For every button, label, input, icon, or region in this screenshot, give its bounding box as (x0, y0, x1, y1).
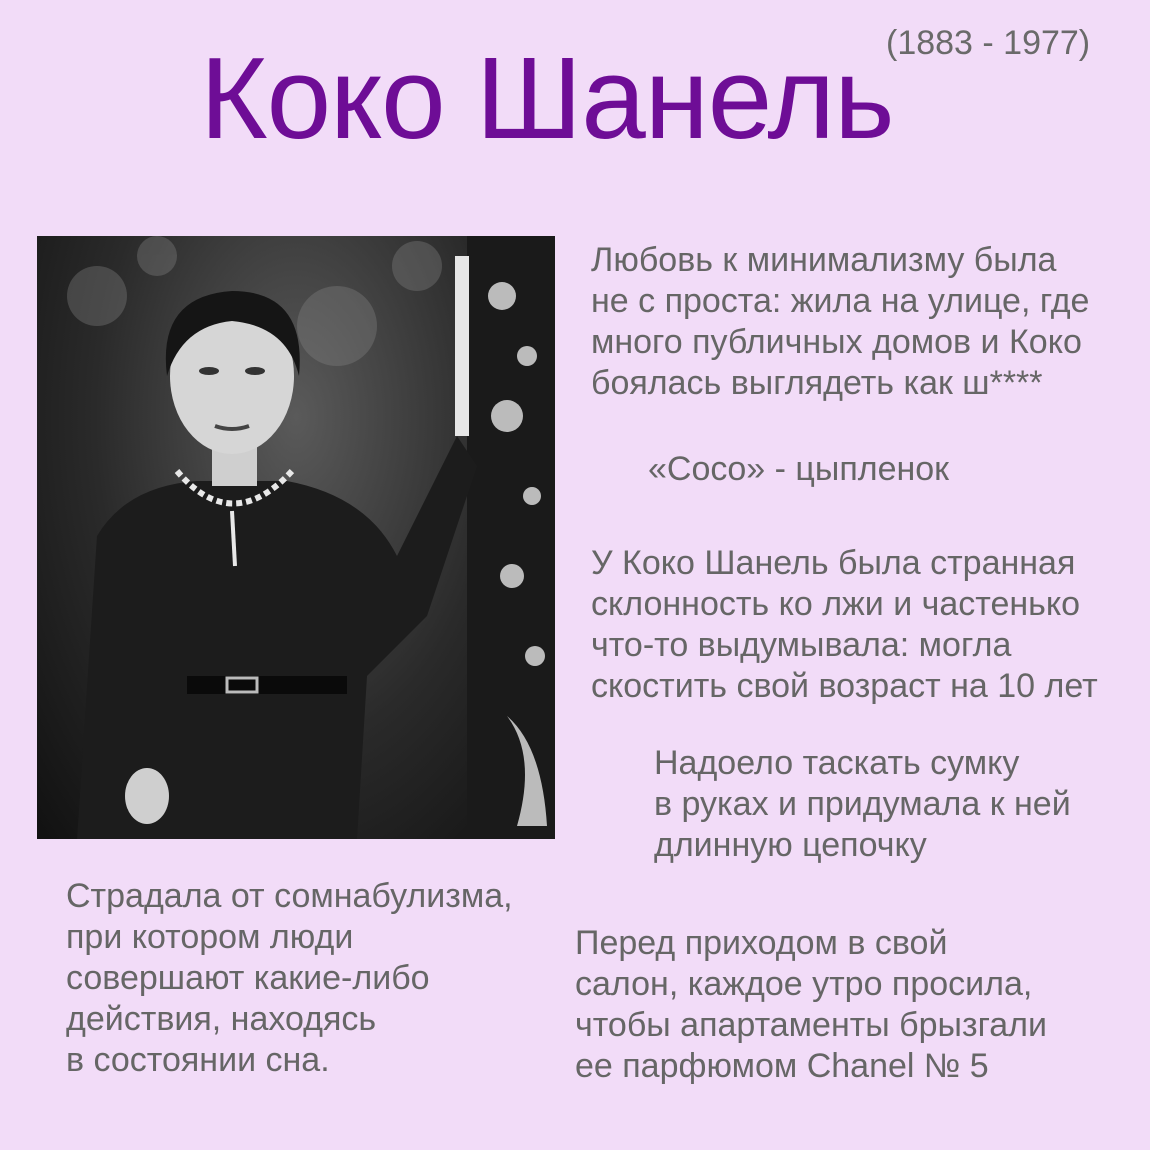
fact-coco-name: «Coco» - цыпленок (648, 450, 950, 488)
fact-sleepwalking: Страдала от сомнабулизма, при котором люди совершают какие-либо действия, находясь в состоянии сна. (66, 877, 513, 1079)
fact-bag-chain: Надоело таскать сумку в руках и придумала к ней длинную цепочку (654, 744, 1071, 864)
portrait-photo (37, 236, 555, 839)
fact-perfume: Перед приходом в свой салон, каждое утро просила, чтобы апартаменты брызгали ее парфюмом Chanel № 5 (575, 924, 1047, 1085)
fact-lies: У Коко Шанель была странная склонность ко лжи и частенько что-то выдумывала: могла скостить свой возраст на 10 лет (591, 544, 1098, 705)
page-title: Коко Шанель (200, 33, 894, 163)
portrait-photo-icon (37, 236, 555, 839)
fact-minimalism: Любовь к минимализму была не с проста: жила на улице, где много публичных домов и Коко боялась выглядеть как ш**** (591, 241, 1090, 402)
life-years: (1883 - 1977) (886, 24, 1091, 62)
